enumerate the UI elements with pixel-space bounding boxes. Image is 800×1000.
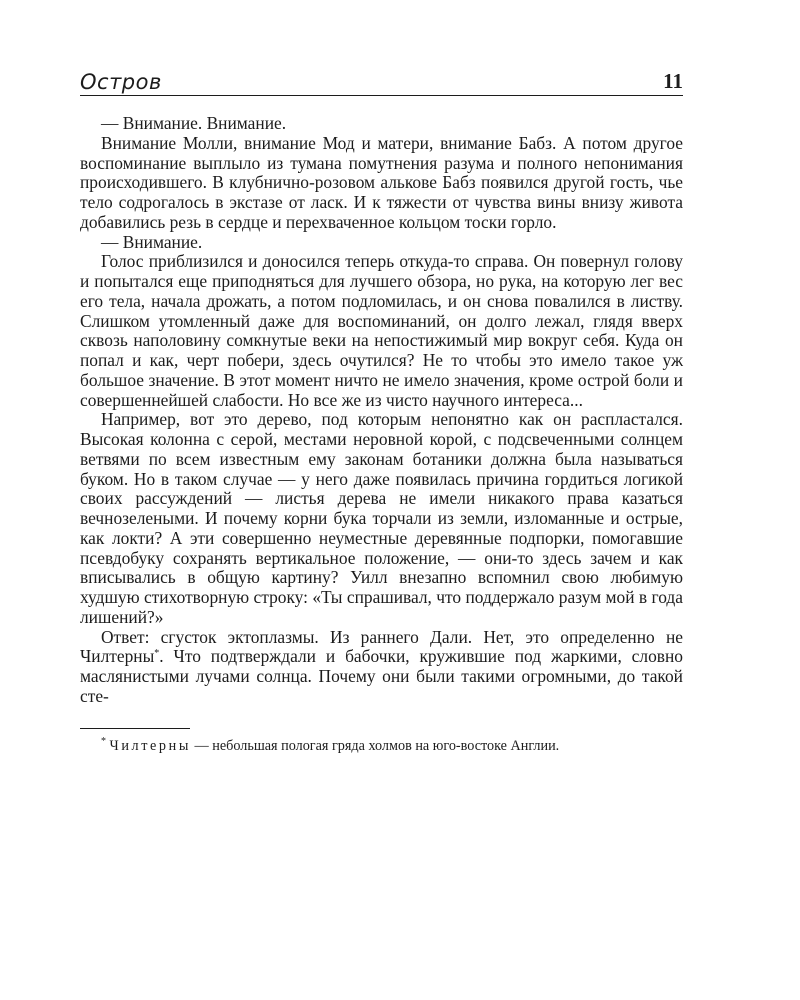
footnote [80,735,683,755]
footnote-term: Чилтерны [109,737,191,754]
paragraph: Голос приблизился и доносился теперь откуда-то справа. Он повернул голову и попытался еще приподняться для лучшего обзора, но рука, на которую лег вес его тела, начала дрожать, а потом подломилась, и он снова повалился в листву. Слишком утомленный даже для воспоминаний, он долго лежал, глядя вверх сквозь наполовину сомкнутые веки на непостижимый мир вокруг себя. Куда он попал и как, черт побери, здесь очутился? Не то чтобы это имело такое уж большое значение. В этот момент ничто не имело значения, кроме острой боли и совершеннейшей слабости. Но все же из чисто научного интереса... [80,251,683,410]
footnote-marker: * [101,735,106,747]
body-text [80,114,683,707]
paragraph: — Внимание. Внимание. [101,113,287,133]
page-number: 11 [663,69,683,93]
paragraph-text: . Что подтверждали и бабочки, кружившие под жаркими, словно маслянистыми лучами солнца. Почему они были такими огромными, до такой сте- [80,646,683,706]
footnote-divider [80,728,190,729]
paragraph: — Внимание. [101,231,203,252]
paragraph-text: Ответ: сгусток эктоплазмы. Из раннего Дали. Нет, это определенно не Чилтерны [80,626,683,667]
book-page [80,62,683,755]
running-header [80,62,683,96]
paragraph: Например, вот это дерево, под которым непонятно как он распластался. Высокая колонна с серой, местами неровной корой, с подсвеченными солнцем ветвями по всем известным ему законам ботаники должна была называться буком. Но в таком случае — у него даже появилась причина гордиться логикой своих рассуждений — листья дерева не имели никакого права казаться вечнозелеными. И почему корни бука торчали из земли, изломанные и острые, как локти? А эти совершенно неуместные деревянные подпорки, помогавшие псевдобуку сохранять вертикальное положение, — они-то здесь зачем и как вписывались в общую картину? Уилл внезапно вспомнил свою любимую худшую стихотворную строку: «Ты спрашивал, что поддержало разум мой в года лишений?» [80,409,683,627]
paragraph: Внимание Молли, внимание Мод и матери, внимание Бабз. А потом другое воспоминание выплыло из тумана помутнения разума и полного непонимания происходившего. В клубнично-розовом алькове Бабз появился другой гость, чье тело содрогалось в экстазе от ласк. И к тяжести от чувства вины внизу живота добавились резь в сердце и перехваченное кольцом тоски горло. [80,132,683,232]
paragraph [80,628,683,707]
footnote-reference: * [154,648,160,660]
book-title: Остров [80,70,162,94]
footnote-text: — небольшая пологая гряда холмов на юго-востоке Англии. [190,737,560,754]
